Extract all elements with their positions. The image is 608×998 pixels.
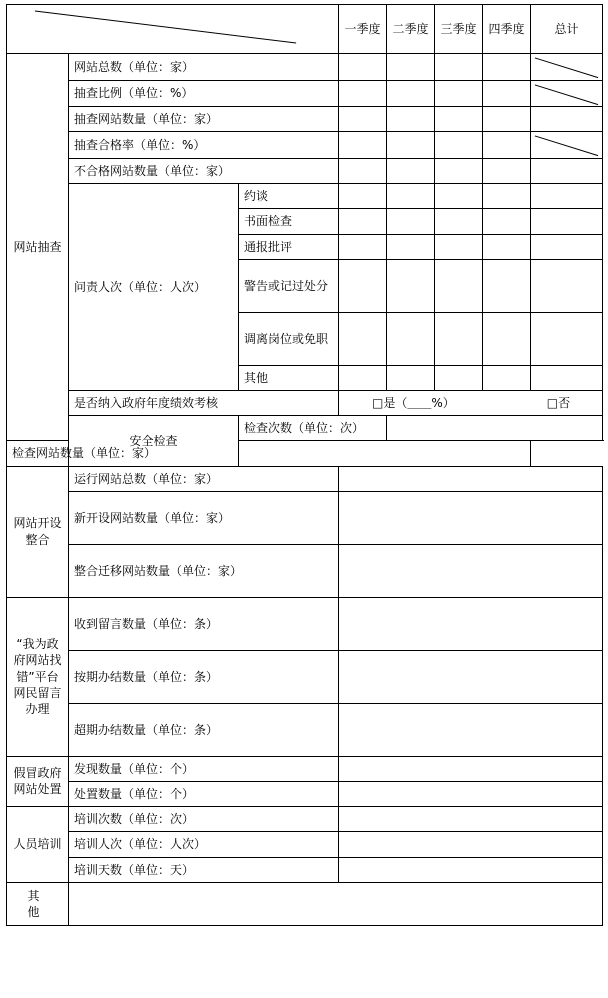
- cell-accountability-other-q2[interactable]: [387, 365, 435, 390]
- table-row: [7, 597, 603, 650]
- cell-unqualified-total[interactable]: [531, 159, 603, 184]
- cell-interview-q4[interactable]: [483, 184, 531, 209]
- cell-interview-q1[interactable]: [339, 184, 387, 209]
- cell-sampled-sites-q4[interactable]: [483, 107, 531, 132]
- cell-unqualified-q4[interactable]: [483, 159, 531, 184]
- cell-accountability-other-total[interactable]: [531, 365, 603, 390]
- cell-total-sites-q3[interactable]: [435, 54, 483, 81]
- cell-transfer-q1[interactable]: [339, 312, 387, 365]
- item-merged-sites: 整合迁移网站数量（单位：家）: [69, 544, 339, 597]
- cell-unqualified-q2[interactable]: [387, 159, 435, 184]
- assessment-option-yes[interactable]: □是（＿＿%）: [372, 396, 455, 410]
- table-row: [7, 544, 603, 597]
- cell-total-sites-q4[interactable]: [483, 54, 531, 81]
- item-check-sites: 检查网站数量（单位：家）: [7, 441, 239, 466]
- category-website-setup: 网站开设整合: [7, 466, 69, 597]
- table-row: [7, 650, 603, 703]
- cell-disposed-count-value[interactable]: [339, 781, 603, 806]
- cell-other-value[interactable]: [69, 882, 603, 925]
- table-row: [7, 159, 603, 184]
- cell-written-review-q2[interactable]: [387, 209, 435, 234]
- table-row: [7, 781, 603, 806]
- item-total-sites: 网站总数（单位：家）: [69, 54, 339, 81]
- cell-total-sites-q2[interactable]: [387, 54, 435, 81]
- cell-handled-on-time-value[interactable]: [339, 650, 603, 703]
- table-row: [7, 491, 603, 544]
- cell-public-criticism-q4[interactable]: [483, 234, 531, 259]
- item-handled-on-time: 按期办结数量（单位：条）: [69, 650, 339, 703]
- cell-interview-q3[interactable]: [435, 184, 483, 209]
- cell-sampled-sites-total[interactable]: [531, 107, 603, 132]
- item-accountability: 问责人次（单位：人次）: [69, 184, 239, 391]
- cell-sampled-sites-q2[interactable]: [387, 107, 435, 132]
- cell-running-sites-value[interactable]: [339, 466, 603, 491]
- cell-training-times-value[interactable]: [339, 807, 603, 832]
- cell-written-review-total[interactable]: [531, 209, 603, 234]
- category-fake-website: 假冒政府网站处置: [7, 756, 69, 806]
- cell-transfer-q4[interactable]: [483, 312, 531, 365]
- cell-total-sites-total-blocked: [531, 54, 603, 81]
- item-handled-overdue: 超期办结数量（单位：条）: [69, 703, 339, 756]
- cell-written-review-q1[interactable]: [339, 209, 387, 234]
- cell-warning-q1[interactable]: [339, 259, 387, 312]
- header-total: 总计: [531, 5, 603, 54]
- cell-pass-rate-q2[interactable]: [387, 132, 435, 159]
- item-sampled-sites: 抽查网站数量（单位：家）: [69, 107, 339, 132]
- cell-sampling-ratio-q3[interactable]: [435, 80, 483, 107]
- cell-public-criticism-q2[interactable]: [387, 234, 435, 259]
- subitem-public-criticism: 通报批评: [239, 234, 339, 259]
- cell-pass-rate-total-blocked: [531, 132, 603, 159]
- cell-accountability-other-q4[interactable]: [483, 365, 531, 390]
- cell-pass-rate-q4[interactable]: [483, 132, 531, 159]
- item-check-times: 检查次数（单位：次）: [239, 416, 387, 441]
- cell-messages-received-value[interactable]: [339, 597, 603, 650]
- table-row: [7, 441, 603, 466]
- item-unqualified-sites: 不合格网站数量（单位：家）: [69, 159, 339, 184]
- item-found-count: 发现数量（单位：个）: [69, 756, 339, 781]
- government-website-statistics-table: [6, 4, 603, 926]
- subitem-transfer-dismissal: 调离岗位或免职: [239, 312, 339, 365]
- cell-found-count-value[interactable]: [339, 756, 603, 781]
- cell-sampling-ratio-q2[interactable]: [387, 80, 435, 107]
- header-quarter-4: 四季度: [483, 5, 531, 54]
- header-quarter-3: 三季度: [435, 5, 483, 54]
- cell-sampling-ratio-total-blocked: [531, 80, 603, 107]
- cell-sampling-ratio-q4[interactable]: [483, 80, 531, 107]
- cell-warning-q3[interactable]: [435, 259, 483, 312]
- subitem-interview: 约谈: [239, 184, 339, 209]
- cell-written-review-q4[interactable]: [483, 209, 531, 234]
- cell-sampled-sites-q1[interactable]: [339, 107, 387, 132]
- subitem-warning-demerit: 警告或记过处分: [239, 259, 339, 312]
- table-row: [7, 184, 603, 209]
- table-row: [7, 756, 603, 781]
- cell-unqualified-q3[interactable]: [435, 159, 483, 184]
- diagonal-strike-icon: [531, 54, 602, 80]
- item-pass-rate: 抽查合格率（单位：%）: [69, 132, 339, 159]
- cell-public-criticism-q3[interactable]: [435, 234, 483, 259]
- cell-pass-rate-q1[interactable]: [339, 132, 387, 159]
- category-other: 其 他: [7, 882, 69, 925]
- cell-interview-total[interactable]: [531, 184, 603, 209]
- cell-interview-q2[interactable]: [387, 184, 435, 209]
- header-diagonal-cell: [7, 5, 339, 54]
- cell-training-persons-value[interactable]: [339, 832, 603, 857]
- cell-public-criticism-q1[interactable]: [339, 234, 387, 259]
- category-security-check: 安全检查: [69, 416, 239, 466]
- cell-training-days-value[interactable]: [339, 857, 603, 882]
- cell-accountability-other-q3[interactable]: [435, 365, 483, 390]
- cell-total-sites-q1[interactable]: [339, 54, 387, 81]
- table-row: [7, 703, 603, 756]
- item-disposed-count: 处置数量（单位：个）: [69, 781, 339, 806]
- table-row: [7, 857, 603, 882]
- item-running-sites: 运行网站总数（单位：家）: [69, 466, 339, 491]
- table-row: [7, 391, 603, 416]
- header-quarter-2: 二季度: [387, 5, 435, 54]
- category-website-sampling: 网站抽查: [7, 54, 69, 441]
- category-platform-message: “我为政府网站找错”平台网民留言办理: [7, 597, 69, 756]
- assessment-option-no[interactable]: □否: [546, 396, 571, 410]
- subitem-written-review: 书面检查: [239, 209, 339, 234]
- item-new-sites: 新开设网站数量（单位：家）: [69, 491, 339, 544]
- cell-transfer-q3[interactable]: [435, 312, 483, 365]
- subitem-other: 其他: [239, 365, 339, 390]
- cell-unqualified-q1[interactable]: [339, 159, 387, 184]
- cell-written-review-q3[interactable]: [435, 209, 483, 234]
- table-header-row: [7, 5, 603, 54]
- table-row: [7, 466, 603, 491]
- cell-pass-rate-q3[interactable]: [435, 132, 483, 159]
- table-row: [7, 107, 603, 132]
- table-row: [7, 807, 603, 832]
- assessment-options-cell: [339, 391, 603, 416]
- cell-new-sites-value[interactable]: [339, 491, 603, 544]
- item-training-days: 培训天数（单位：天）: [69, 857, 339, 882]
- table-row: [7, 832, 603, 857]
- item-sampling-ratio: 抽查比例（单位：%）: [69, 80, 339, 107]
- cell-accountability-other-q1[interactable]: [339, 365, 387, 390]
- diagonal-strike-icon: [531, 132, 602, 158]
- cell-check-times-value[interactable]: [387, 416, 603, 441]
- table-row: [7, 80, 603, 107]
- cell-sampled-sites-q3[interactable]: [435, 107, 483, 132]
- table-row: [7, 416, 603, 441]
- cell-merged-sites-value[interactable]: [339, 544, 603, 597]
- diagonal-line-icon: [7, 5, 338, 53]
- cell-warning-q4[interactable]: [483, 259, 531, 312]
- cell-transfer-q2[interactable]: [387, 312, 435, 365]
- cell-sampling-ratio-q1[interactable]: [339, 80, 387, 107]
- cell-warning-total[interactable]: [531, 259, 603, 312]
- cell-warning-q2[interactable]: [387, 259, 435, 312]
- diagonal-strike-icon: [531, 81, 602, 107]
- item-performance-assessment: 是否纳入政府年度绩效考核: [69, 391, 339, 416]
- cell-public-criticism-total[interactable]: [531, 234, 603, 259]
- category-staff-training: 人员培训: [7, 807, 69, 883]
- header-quarter-1: 一季度: [339, 5, 387, 54]
- cell-check-sites-value[interactable]: [239, 441, 531, 466]
- cell-transfer-total[interactable]: [531, 312, 603, 365]
- table-row: [7, 54, 603, 81]
- cell-handled-overdue-value[interactable]: [339, 703, 603, 756]
- item-training-times: 培训次数（单位：次）: [69, 807, 339, 832]
- table-row: [7, 132, 603, 159]
- item-messages-received: 收到留言数量（单位：条）: [69, 597, 339, 650]
- table-row: [7, 882, 603, 925]
- item-training-persons: 培训人次（单位：人次）: [69, 832, 339, 857]
